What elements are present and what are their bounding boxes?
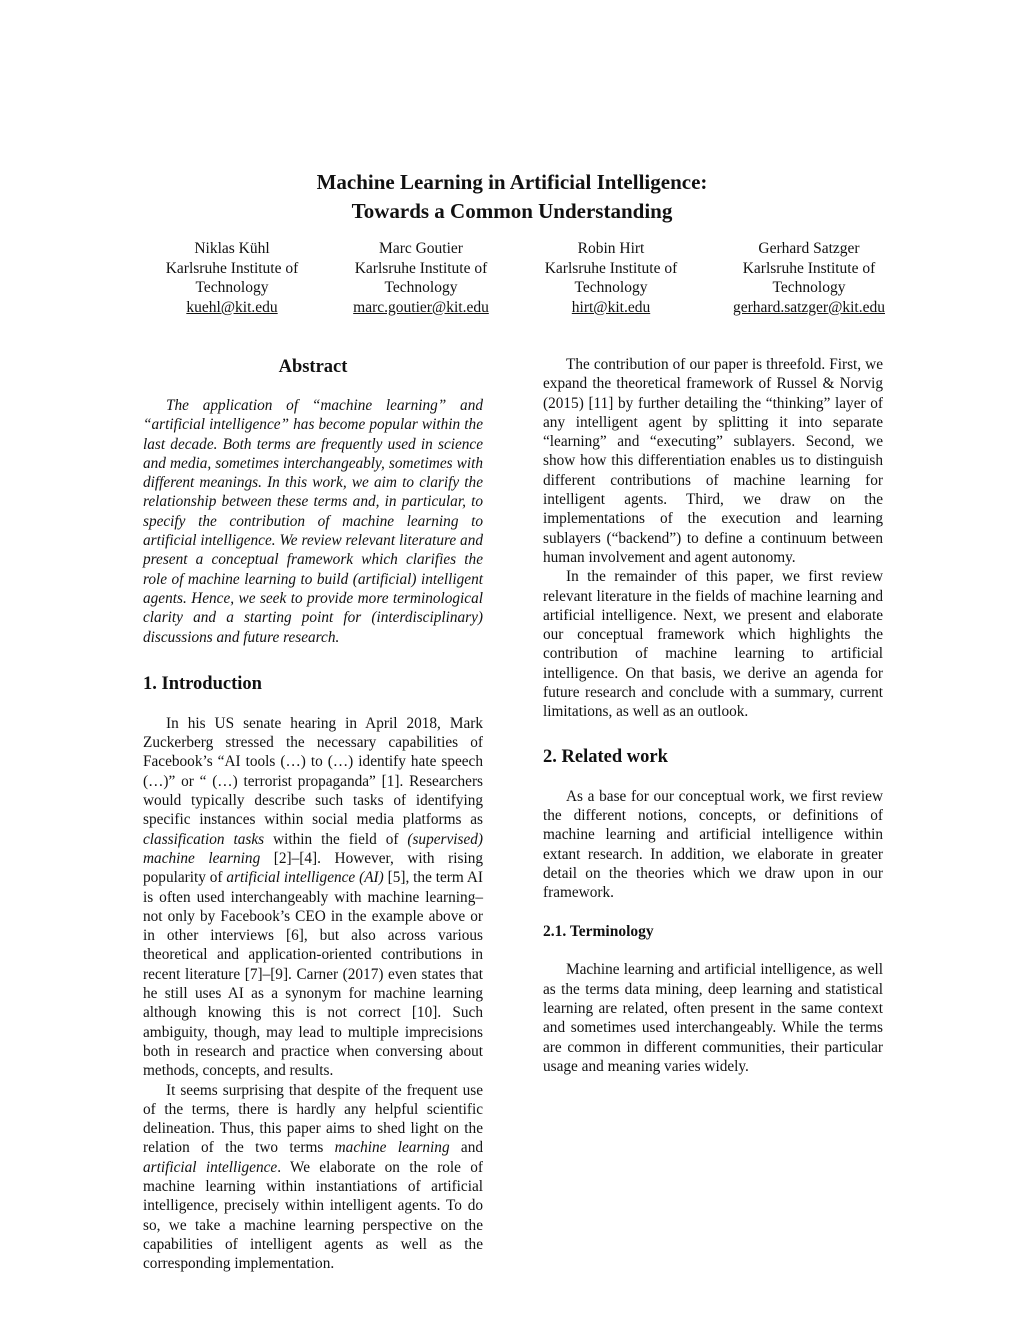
text-run: [2]–[4]. However, with rising popularity of xyxy=(143,849,483,887)
title-line-2: Towards a Common Understanding xyxy=(351,199,673,223)
author-block xyxy=(321,239,521,317)
author-affiliation: Karlsruhe Institute of xyxy=(742,259,876,277)
right-column xyxy=(543,355,883,1076)
author-name: Robin Hirt xyxy=(577,240,645,257)
text-run: and xyxy=(449,1139,483,1157)
author-affiliation: Technology xyxy=(772,279,846,296)
left-column xyxy=(143,355,483,1273)
author-name: Gerhard Satzger xyxy=(758,240,860,257)
text-run: [5], the term AI is often used interchangeably with machine learning–not only by Facebook’s CEO in the example above or in other interviews [6], but also across various theoretical and application-oriented contributions in recent literature [7]–[9]. Carner (2017) even states that he still uses AI as a synonym for machine learning although knowing this is not correct [10]. Such ambiguity, though, may lead to multiple imprecisions both in research and practice when conversing about methods, concepts, and results. xyxy=(143,869,483,1080)
related-paragraph-2: Machine learning and artificial intelligence, as well as the terms data mining, deep learning and statistical learning are related, often present in the same context and sometimes used interchangeably. While the terms are common in different communities, their particular usage and meaning varies widely. xyxy=(543,961,883,1075)
abstract-text: The application of “machine learning” and “artificial intelligence” has become popular within the last decade. Both terms are frequently used in science and media, sometimes interchangeably, sometimes with different meanings. In this work, we aim to clarify the relationship between these terms and, in particular, to specify the contribution of machine learning to artificial intelligence. We review relevant literature and present a conceptual framework which clarifies the role of machine learning to build (artificial) intelligent agents. Hence, we seek to provide more terminological clarity and a starting point for (interdisciplinary) discussions and future research. xyxy=(143,397,483,646)
paper-title xyxy=(0,168,1024,226)
text-run: . We elaborate on the role of machine learning within instantiations of artificial intelligence, precisely within intelligent agents. To do so, we take a machine learning perspective on the capabilities of intelligent agents as well as the corresponding implementation. xyxy=(143,1158,483,1273)
author-affiliation: Karlsruhe Institute of xyxy=(165,259,299,277)
text-run: within the field of xyxy=(264,830,408,848)
emphasis: artificial intelligence (AI) xyxy=(226,869,384,887)
emphasis: artificial intelligence xyxy=(143,1158,278,1176)
author-affiliation: Karlsruhe Institute of xyxy=(544,259,678,277)
author-affiliation: Technology xyxy=(574,279,648,296)
author-name: Marc Goutier xyxy=(379,240,463,257)
text-run: In his US senate hearing in April 2018, Mark Zuckerberg stressed the necessary capabilities of Facebook’s “AI tools (…) to (…) identify hate speech (…)” or “ (…) terrorist propaganda” [1]. Researchers would typically describe such tasks of identifying specific instances within social media platforms as xyxy=(143,714,483,829)
author-affiliation: Karlsruhe Institute of xyxy=(354,259,488,277)
intro-paragraph-4: In the remainder of this paper, we first review relevant literature in the fields of machine learning and artificial intelligence. Next, we present and elaborate our conceptual framework which highlights the contribution of machine learning to artificial intelligence. On that basis, we derive an agenda for future research and conclude with a summary, current limitations, as well as an outlook. xyxy=(543,568,883,721)
author-email-link[interactable]: gerhard.satzger@kit.edu xyxy=(733,298,885,316)
author-name: Niklas Kühl xyxy=(194,240,270,257)
author-email-link[interactable]: hirt@kit.edu xyxy=(571,298,651,316)
author-block xyxy=(511,239,711,317)
intro-paragraph-2 xyxy=(143,1081,483,1274)
author-affiliation: Technology xyxy=(195,279,269,296)
emphasis: (supervised) machine learning xyxy=(143,830,483,867)
intro-paragraph-3: The contribution of our paper is threefold. First, we expand the theoretical framework of Russel & Norvig (2015) [11] by further detailing the “thinking” layer of any intelligent agent by splitting it into separate “learning” and “executing” sublayers. Second, we show how this differentiation enables us to distinguish different contributions of machine learning for intelligent agents. Third, we draw on the implementations of the execution and learning sublayers (“backend”) to define a continuum between human involvement and agent autonomy. xyxy=(543,356,883,566)
title-line-1: Machine Learning in Artificial Intelligence: xyxy=(316,170,708,194)
author-block xyxy=(709,239,909,317)
author-email-link[interactable]: kuehl@kit.edu xyxy=(186,298,278,316)
author-email-link[interactable]: marc.goutier@kit.edu xyxy=(353,298,489,316)
emphasis: classification tasks xyxy=(143,830,265,848)
section-heading-introduction: 1. Introduction xyxy=(143,673,262,694)
emphasis: machine learning xyxy=(334,1139,450,1157)
related-paragraph-1: As a base for our conceptual work, we first review the different notions, concepts, or definitions of machine learning and artificial intelligence within extant research. In addition, we elaborate in greater detail on the theories which we draw upon in our framework. xyxy=(543,787,883,902)
text-run: It seems surprising that despite of the frequent use of the terms, there is hardly any helpful scientific delineation. Thus, this paper aims to shed light on the relation of the two terms xyxy=(143,1081,483,1157)
author-affiliation: Technology xyxy=(384,279,458,296)
abstract-heading: Abstract xyxy=(278,357,348,377)
section-heading-related-work: 2. Related work xyxy=(543,746,668,767)
subsection-heading-terminology: 2.1. Terminology xyxy=(543,923,654,941)
author-block xyxy=(132,239,332,317)
intro-paragraph-1 xyxy=(143,714,483,1081)
